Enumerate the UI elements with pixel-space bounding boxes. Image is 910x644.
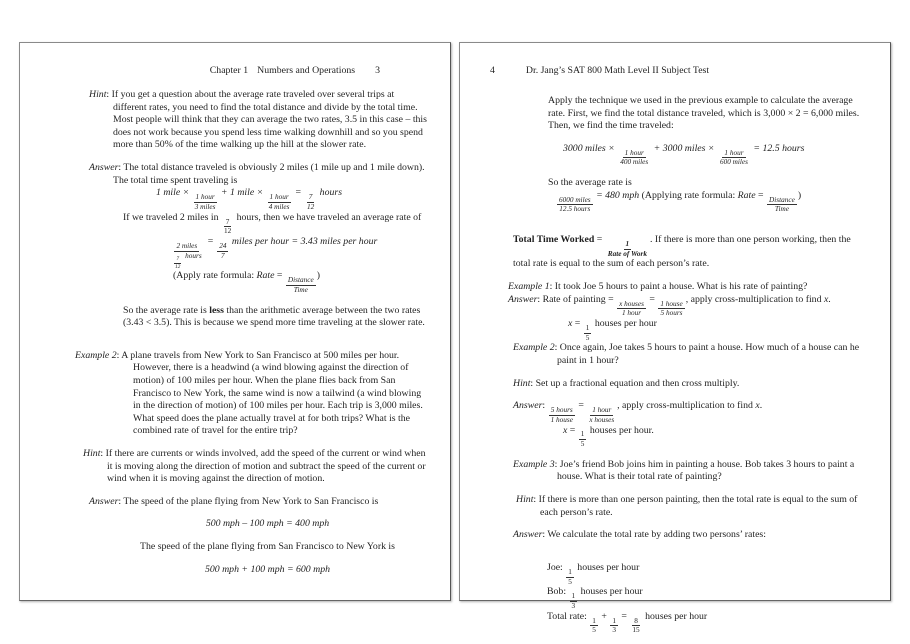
page-number-right: 4 [490,65,495,76]
example-1-joe: Example 1: It took Joe 5 hours to paint a house. What is his rate of painting? [508,281,808,293]
formula-total-time: 1 mile × $\frac{\text{1 hour}}{\text{3 miles}}$ + 1 mile × $\frac{\text{1 hour}}{\text{4 miles}}$ = $\frac{7}{12}$ hours [156,187,343,211]
formula-time-traveled: 3000 miles × $\frac{\text{1 hour}}{\text{400 miles}}$ + 3000 miles × $\frac{\text{1 hour}}{\text{600 miles}}$ = 12.5 hours [563,142,805,167]
fraction: 2 miles $\frac{7}{12}$ hours [169,242,205,270]
fraction: $\frac{1}{5}$ [580,430,585,449]
hint-fractional-equation: Hint: Set up a fractional equation and then cross multiply. [513,377,740,389]
line-x-one-fifth: x = $\frac{1}{5}$ houses per hour [568,318,657,342]
fraction: $\frac{1}{\text{Rate of Work}}$ [607,240,647,258]
fraction: $\frac{\text{6000 miles}}{\text{12.5 hours}}$ [559,195,591,214]
line-sf-to-ny: The speed of the plane flying from San Francisco to New York is [140,541,395,552]
chapter-label: Chapter 1 [209,65,249,76]
lead-total-time-worked: Total Time Worked = $\frac{1}{\text{Rate of Work}}$ . If there is more than one person working, then the total rate is equal to the sum of each person’s rate. [513,234,851,270]
line-so-average-rate: So the average rate is [548,177,632,189]
fraction: $\frac{\text{Distance}}{\text{Time}}$ [769,195,795,214]
answer-rate-of-painting: Answer: Rate of painting = $\frac{\text{x houses}}{\text{1 hour}}$ = $\frac{\text{1 house}}{\text{5 hours}}$ , apply cross-multiplication to find x. [508,293,831,318]
page-right [459,42,891,635]
hint-average-rate: Hint: If you get a question about the average rate traveled over several trips at different rates, you need to find the total distance and divide by the total time. Most people will think that they can average the two rates, 3.5 in this case – this does not work because you spend less time walking downhill and so you spend more than 50% of the time walking up the hill at the slower rate. [89,89,427,151]
formula-ny-to-sf: 500 mph – 100 mph = 400 mph [205,518,330,530]
page-left-body [20,43,450,600]
page-number-left: 3 [375,65,380,76]
fraction: $\frac{1}{3}$ [612,616,616,635]
fraction: $\frac{\text{1 hour}}{\text{x houses}}$ [589,406,615,424]
fraction: $\frac{\text{1 hour}}{\text{400 miles}}$ [620,148,649,167]
formula-sf-to-ny: 500 mph + 100 mph = 600 mph [204,563,331,575]
fraction: $\frac{\text{1 hour}}{\text{3 miles}}$ [194,193,216,211]
formula-average-rate: 2 miles $\frac{7}{12}$ hours = $\frac{24}{7}$ miles per hour = 3.43 miles per hour [169,236,430,270]
fraction: $\frac{1}{3}$ [571,592,576,610]
page-left [19,42,451,601]
answer-plane-speed: Answer: The speed of the plane flying from New York to San Francisco is [89,495,379,507]
page-right-body [460,43,890,635]
fraction: $\frac{7}{12}$ [175,256,181,270]
para-average-less: So the average rate is less than the arithmetic average between the two rates (3.43 < 3.5). This is because we spend more time traveling at the slower rate. [123,304,425,329]
fraction: $\frac{\text{1 hour}}{\text{600 miles}}$ [719,148,748,167]
fraction: $\frac{8}{15}$ [632,616,640,635]
section-title: Numbers and Operations [257,65,356,76]
example-2-plane: Example 2: A plane travels from New York to San Francisco at 500 miles per hour. However, there is a headwind (a wind blowing against the direction of motion) of 100 miles per hour. When the plane flies back from San Francisco to New York, the same wind is now a tailwind (a wind blowing in the direction of motion) of 100 miles per hour. Each trip is 3,000 miles. What speed does the plane actually travel at for both trips? What is the combined rate of travel for the entire trip? [75,349,423,437]
fraction: $\frac{\text{x houses}}{\text{1 hour}}$ [619,299,644,318]
answer-total-rate: Answer: We calculate the total rate by adding two persons’ rates: [513,529,766,541]
fraction: $\frac{\text{5 hours}}{\text{1 house}}$ [550,406,573,424]
formula-rate-note: (Apply rate formula: Rate = $\frac{\text{Distance}}{\text{Time}}$ ) [173,270,320,294]
fraction: $\frac{\text{Distance}}{\text{Time}}$ [287,276,314,294]
fraction: $\frac{7}{12}$ [223,217,232,236]
line-total-rate: Total rate: $\frac{1}{5}$ + $\frac{1}{3}$ = $\frac{8}{15}$ houses per hour [547,610,708,635]
fraction: $\frac{7}{12}$ [306,193,315,211]
answer-apply-technique: Apply the technique we used in the previous example to calculate the average rate. First, we find the total distance traveled, which is 3,000 × 2 = 6,000 miles. Then, we find the time traveled: [548,95,860,132]
fraction: $\frac{24}{7}$ [219,241,227,260]
fraction: $\frac{\text{1 hour}}{\text{4 miles}}$ [268,193,290,211]
formula-average-480: $\frac{\text{6000 miles}}{\text{12.5 hours}}$ = 480 mph (Applying rate formula: Rate = $\frac{\text{Distance}}{\text{Time}}$ ) [556,190,868,214]
hint-more-than-one: Hint: If there is more than one person painting, then the total rate is equal to the sum of each person’s rate. [516,494,858,518]
line-joe-rate: Joe: $\frac{1}{5}$ houses per hour [547,561,640,586]
fraction: $\frac{1}{5}$ [568,567,572,586]
fraction: $\frac{\text{1 house}}{\text{5 hours}}$ [660,299,683,318]
fraction: $\frac{1}{5}$ [592,616,596,635]
example-3-bob: Example 3: Joe’s friend Bob joins him in painting a house. Bob takes 3 hours to paint a house. What is their total rate of painting? [513,458,855,483]
line-bob-rate: Bob: $\frac{1}{3}$ houses per hour [547,586,643,610]
book-title: Dr. Jang’s SAT 800 Math Level II Subject Test [525,65,710,76]
line-x-one-fifth-2: x = $\frac{1}{5}$ houses per hour. [563,424,654,449]
answer-cross-multiply: Answer: $\frac{\text{5 hours}}{\text{1 house}}$ = $\frac{\text{1 hour}}{\text{x houses}}$ , apply cross-multiplication to find x. [513,400,763,424]
hint-currents-winds: Hint: If there are currents or winds involved, add the speed of the current or wind when it is moving along the direction of motion and subtract the speed of the current or wind when it is moving against the direction of motion. [83,448,426,485]
example-2-once-again: Example 2: Once again, Joe takes 5 hours to paint a house. How much of a house can he paint in 1 hour? [513,342,860,366]
answer-total-distance: Answer: The total distance traveled is obviously 2 miles (1 mile up and 1 mile down). The total time spent traveling is [89,161,425,186]
fraction: $\frac{1}{5}$ [585,323,590,342]
answer-continuation: If we traveled 2 miles in $\frac{7}{12}$ hours, then we have traveled an average rate of [123,211,422,236]
